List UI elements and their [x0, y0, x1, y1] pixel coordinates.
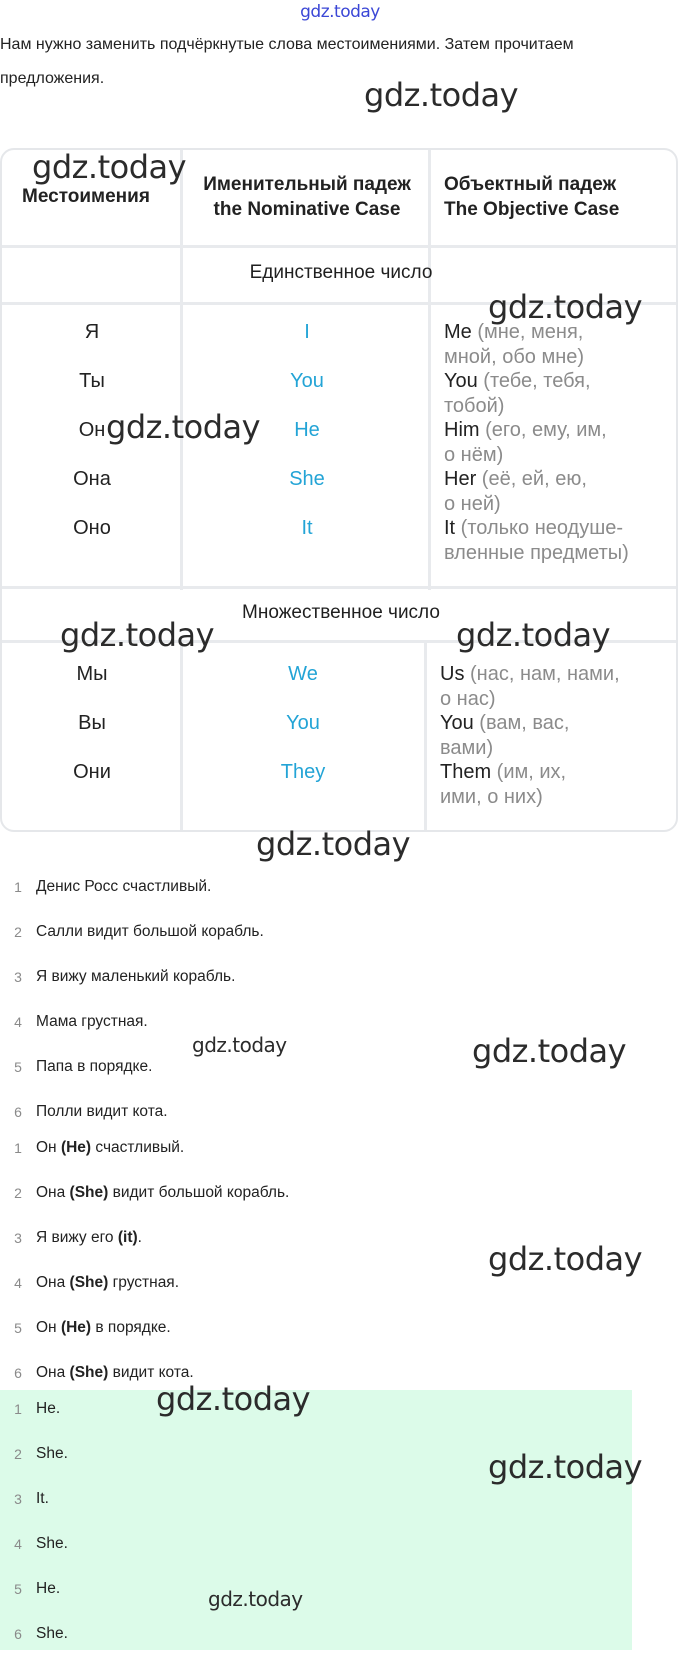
singular-title: Единственное число [249, 262, 433, 283]
item-text: She. [36, 1534, 68, 1552]
row-nominative: He [294, 419, 320, 441]
item-number: 4 [14, 1274, 22, 1291]
objective-gloss: (его, ему, им, [479, 419, 607, 441]
objective-gloss: (нас, нам, нами, [464, 663, 620, 685]
item-number: 1 [14, 1400, 22, 1417]
objective-gloss: (вам, вас, [473, 712, 570, 734]
list-item [0, 1386, 60, 1431]
row-ru: Они [73, 761, 111, 783]
item-text: He. [36, 1399, 61, 1417]
answer-text: Она [36, 1183, 70, 1201]
short-answers-panel [0, 1390, 632, 1650]
row-nominative: I [304, 321, 310, 343]
item-number: 1 [14, 1139, 22, 1156]
objective-pronoun: Me [444, 321, 472, 343]
watermark: gdz.today [256, 825, 411, 863]
objective-gloss: вами) [440, 737, 494, 759]
pronoun-table [0, 148, 678, 832]
item-number: 2 [14, 1184, 22, 1201]
answer-pronoun: (She) [69, 1183, 109, 1201]
objective-gloss: вленные предметы) [444, 542, 629, 564]
table-divider [2, 640, 676, 643]
watermark: gdz.today [488, 1240, 643, 1278]
list-item [0, 1170, 289, 1215]
list-item [0, 999, 148, 1044]
item-text [36, 1274, 179, 1292]
item-text: He. [36, 1579, 61, 1597]
site-logo[interactable]: gdz.today [300, 2, 380, 22]
row-ru: Мы [76, 663, 108, 685]
header-objective-ru: Объектный падеж [444, 174, 617, 195]
item-number: 1 [14, 878, 22, 895]
row-ru: Он [78, 419, 106, 441]
header-nominative-en: the Nominative Case [213, 199, 401, 220]
row-nominative: She [289, 468, 325, 490]
item-number: 5 [14, 1058, 22, 1075]
list-item [0, 1476, 49, 1521]
row-objective [440, 662, 680, 712]
row-ru: Она [73, 468, 111, 490]
watermark: gdz.today [364, 76, 519, 114]
list-item [0, 954, 235, 999]
objective-gloss: (им, их, [491, 761, 567, 783]
watermark: gdz.today [456, 616, 611, 654]
list-item [0, 909, 264, 954]
objective-gloss: (мне, меня, [471, 321, 584, 343]
answer-pronoun: (He) [60, 1138, 92, 1156]
item-number: 5 [14, 1319, 22, 1336]
list-item [0, 1125, 184, 1170]
list-item [0, 1260, 179, 1305]
row-objective [444, 418, 680, 468]
list-item [0, 1044, 152, 1089]
header-objective [444, 172, 619, 222]
row-objective [440, 711, 680, 761]
objective-gloss: ими, о них) [440, 786, 543, 808]
list-item [0, 1431, 68, 1476]
table-divider [2, 302, 676, 305]
answer-text: . [137, 1228, 142, 1246]
objective-gloss: (её, ей, ею, [476, 468, 587, 490]
item-text: Мама грустная. [36, 1012, 148, 1030]
plural-title: Множественное число [242, 602, 440, 623]
row-objective [444, 467, 680, 517]
objective-gloss: мной, обо мне) [444, 346, 585, 368]
header-pronouns: Местоимения [22, 186, 150, 207]
objective-gloss: тобой) [444, 395, 505, 417]
objective-pronoun: Her [444, 468, 477, 490]
watermark: gdz.today [60, 616, 215, 654]
list-item [0, 1521, 68, 1566]
item-number: 4 [14, 1535, 22, 1552]
item-number: 6 [14, 1103, 22, 1120]
row-nominative: They [280, 761, 326, 783]
answer-text: видит кота. [108, 1363, 194, 1381]
row-nominative: You [286, 712, 320, 734]
item-text: Денис Росс счастливый. [36, 877, 212, 895]
objective-gloss: о нём) [444, 444, 504, 466]
header-nominative-ru: Именительный падеж [203, 174, 411, 195]
list-item [0, 864, 211, 909]
answer-text: Она [36, 1363, 70, 1381]
row-objective [444, 369, 680, 419]
watermark: gdz.today [488, 288, 643, 326]
item-text [36, 1139, 184, 1157]
answer-text: грустная. [108, 1273, 180, 1291]
objective-pronoun: It [444, 517, 456, 539]
header-nominative [192, 172, 422, 222]
row-ru: Ты [79, 370, 105, 392]
item-text [36, 1229, 142, 1247]
watermark: gdz.today [192, 1033, 287, 1057]
answer-text: видит большой корабль. [108, 1183, 290, 1201]
header-objective-en: The Objective Case [444, 199, 620, 220]
watermark: gdz.today [472, 1032, 627, 1070]
objective-pronoun: Us [440, 663, 465, 685]
answer-pronoun: (She) [69, 1273, 109, 1291]
answer-pronoun: (He) [60, 1318, 92, 1336]
item-text: Папа в порядке. [36, 1057, 153, 1075]
item-text [36, 1184, 289, 1202]
item-number: 2 [14, 923, 22, 940]
answer-text: Я вижу его [36, 1228, 118, 1246]
list-item [0, 1215, 142, 1260]
intro-text: Нам нужно заменить подчёркнутые слова местоимениями. Затем прочитаем предложения. [0, 36, 574, 87]
row-nominative: We [288, 663, 318, 685]
item-text: Полли видит кота. [36, 1102, 168, 1120]
row-nominative: It [301, 517, 313, 539]
item-text: She. [36, 1444, 68, 1462]
item-number: 6 [14, 1364, 22, 1381]
objective-gloss: (только неодуше- [455, 517, 624, 539]
list-item [0, 1305, 171, 1350]
watermark: gdz.today [106, 408, 261, 446]
row-objective [444, 516, 680, 566]
watermark: gdz.today [156, 1380, 311, 1418]
item-number: 3 [14, 1229, 22, 1246]
objective-pronoun: You [444, 370, 478, 392]
watermark: gdz.today [488, 1448, 643, 1486]
row-ru: Вы [78, 712, 106, 734]
answer-pronoun: (She) [69, 1363, 109, 1381]
row-ru: Оно [73, 517, 111, 539]
item-number: 3 [14, 1490, 22, 1507]
item-text: She. [36, 1624, 68, 1642]
list-item [0, 1611, 68, 1656]
item-number: 4 [14, 1013, 22, 1030]
answer-text: в порядке. [91, 1318, 171, 1336]
item-text: Я вижу маленький корабль. [36, 967, 236, 985]
row-objective [444, 320, 680, 370]
table-divider [2, 586, 676, 589]
objective-gloss: о нас) [440, 688, 496, 710]
item-text: Салли видит большой корабль. [36, 922, 264, 940]
answer-text: Она [36, 1273, 70, 1291]
objective-gloss: о ней) [444, 493, 501, 515]
objective-pronoun: Them [440, 761, 492, 783]
item-number: 3 [14, 968, 22, 985]
table-divider [2, 245, 676, 248]
row-nominative: You [290, 370, 324, 392]
watermark: gdz.today [32, 148, 187, 186]
item-text: It. [36, 1489, 49, 1507]
watermark: gdz.today [208, 1587, 303, 1611]
objective-pronoun: Him [444, 419, 480, 441]
item-number: 5 [14, 1580, 22, 1597]
item-number: 2 [14, 1445, 22, 1462]
row-objective [440, 760, 680, 810]
objective-gloss: (тебе, тебя, [477, 370, 591, 392]
list-item [0, 1566, 60, 1611]
item-number: 6 [14, 1625, 22, 1642]
item-text [36, 1364, 194, 1382]
answer-text: счастливый. [91, 1138, 185, 1156]
objective-pronoun: You [440, 712, 474, 734]
row-ru: Я [84, 321, 100, 343]
answer-pronoun: (it) [117, 1228, 138, 1246]
item-text [36, 1319, 171, 1337]
answer-text: Он [36, 1138, 61, 1156]
answer-text: Он [36, 1318, 61, 1336]
